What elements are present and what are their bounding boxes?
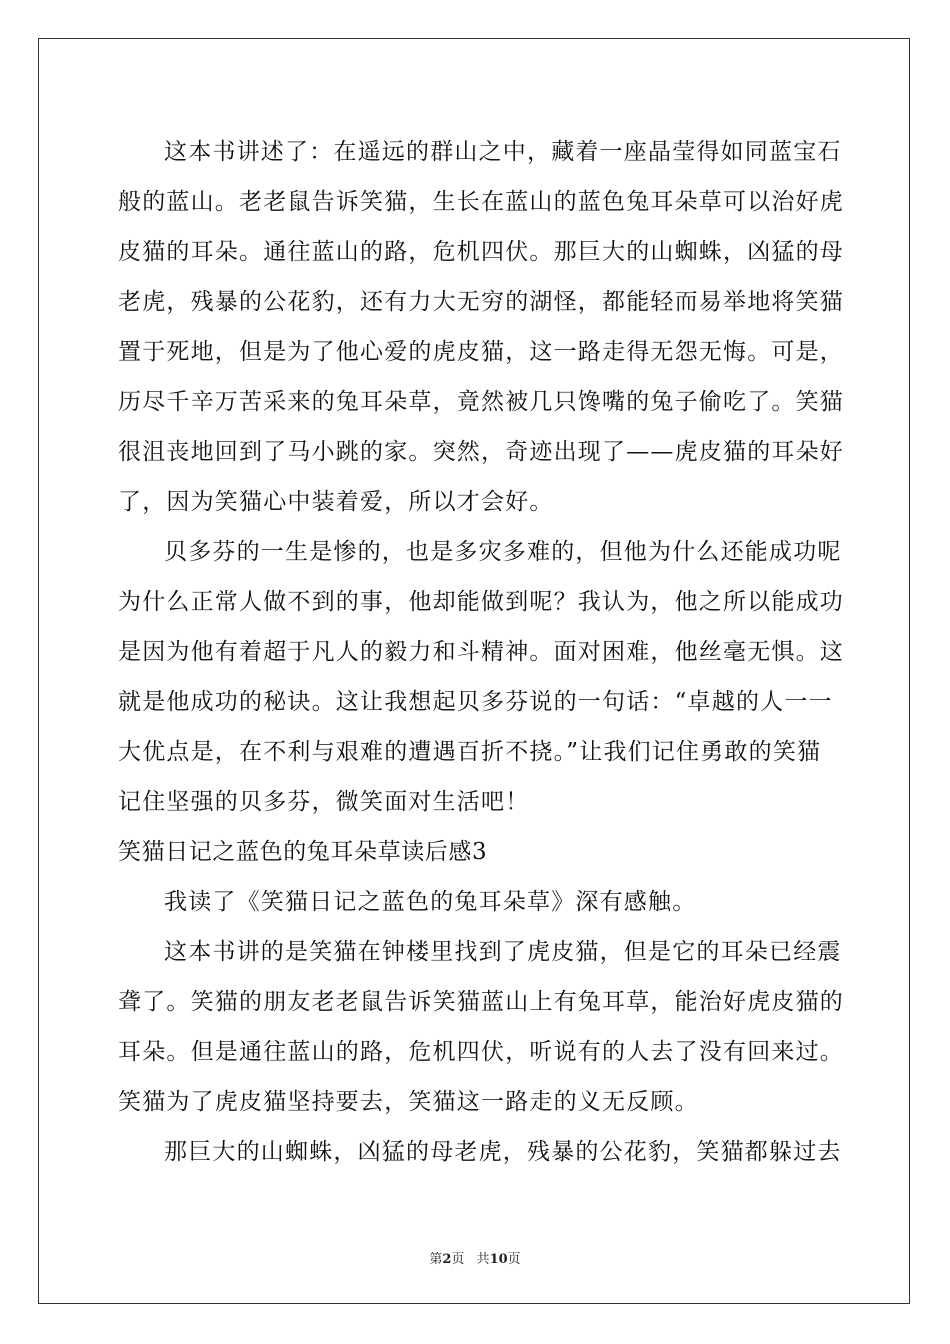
page-number: 2 [442,1252,452,1267]
paragraph-line: 我读了《笑猫日记之蓝色的兔耳朵草》深有感触。 [164,889,697,915]
paragraph-line: 置于死地，但是为了他心爱的虎皮猫，这一路走得无怨无悔。可是， [118,339,844,365]
paragraph-line: 般的蓝山。老老鼠告诉笑猫，生长在蓝山的蓝色兔耳朵草可以治好虎 [118,189,844,215]
paragraph-line: 历尽千辛万苦采来的兔耳朵草，竟然被几只馋嘴的兔子偷吃了。笑猫 [118,389,844,415]
document-body [118,127,844,1177]
paragraph-line: 了，因为笑猫心中装着爱，所以才会好。 [118,489,554,515]
total-number: 10 [489,1252,508,1267]
paragraph-line: 皮猫的耳朵。通往蓝山的路，危机四伏。那巨大的山蜘蛛，凶猛的母 [118,239,844,265]
total-indicator [477,1252,521,1267]
paragraph-line: 很沮丧地回到了马小跳的家。突然，奇迹出现了——虎皮猫的耳朵好 [118,439,844,465]
page-label: 第 [429,1252,443,1267]
section-heading: 笑猫日记之蓝色的兔耳朵草读后感3 [118,839,488,865]
paragraph-line: 是因为他有着超于凡人的毅力和斗精神。面对困难，他丝毫无惧。这 [118,639,844,665]
paragraph-line: 为什么正常人做不到的事，他却能做到呢？我认为，他之所以能成功 [118,589,844,615]
paragraph-line: 那巨大的山蜘蛛，凶猛的母老虎，残暴的公花豹，笑猫都躲过去 [164,1139,842,1165]
page-indicator [429,1252,464,1267]
paragraph-line: 记住坚强的贝多芬，微笑面对生活吧！ [118,789,530,815]
paragraph-line: 笑猫为了虎皮猫坚持要去，笑猫这一路走的义无反顾。 [118,1089,699,1115]
paragraph-line: 老虎，残暴的公花豹，还有力大无穷的湖怪，都能轻而易举地将笑猫 [118,289,844,315]
page-suffix: 页 [451,1252,465,1267]
paragraph-line: 这本书讲的是笑猫在钟楼里找到了虎皮猫，但是它的耳朵已经震 [164,939,842,965]
paragraph-line: 这本书讲述了：在遥远的群山之中，藏着一座晶莹得如同蓝宝石 [164,139,842,165]
total-suffix: 页 [507,1252,521,1267]
total-label: 共 [476,1252,490,1267]
page-footer [0,1248,950,1267]
paragraph-line: 聋了。笑猫的朋友老老鼠告诉笑猫蓝山上有兔耳草，能治好虎皮猫的 [118,989,844,1015]
paragraph-line: 大优点是，在不利与艰难的遭遇百折不挠。”让我们记住勇敢的笑猫 [118,739,822,765]
paragraph-line: 耳朵。但是通往蓝山的路，危机四伏，听说有的人去了没有回来过。 [118,1039,844,1065]
paragraph-line: 就是他成功的秘诀。这让我想起贝多芬说的一句话：“卓越的人一一 [118,689,833,715]
paragraph-line: 贝多芬的一生是惨的，也是多灾多难的，但他为什么还能成功呢 [164,539,842,565]
